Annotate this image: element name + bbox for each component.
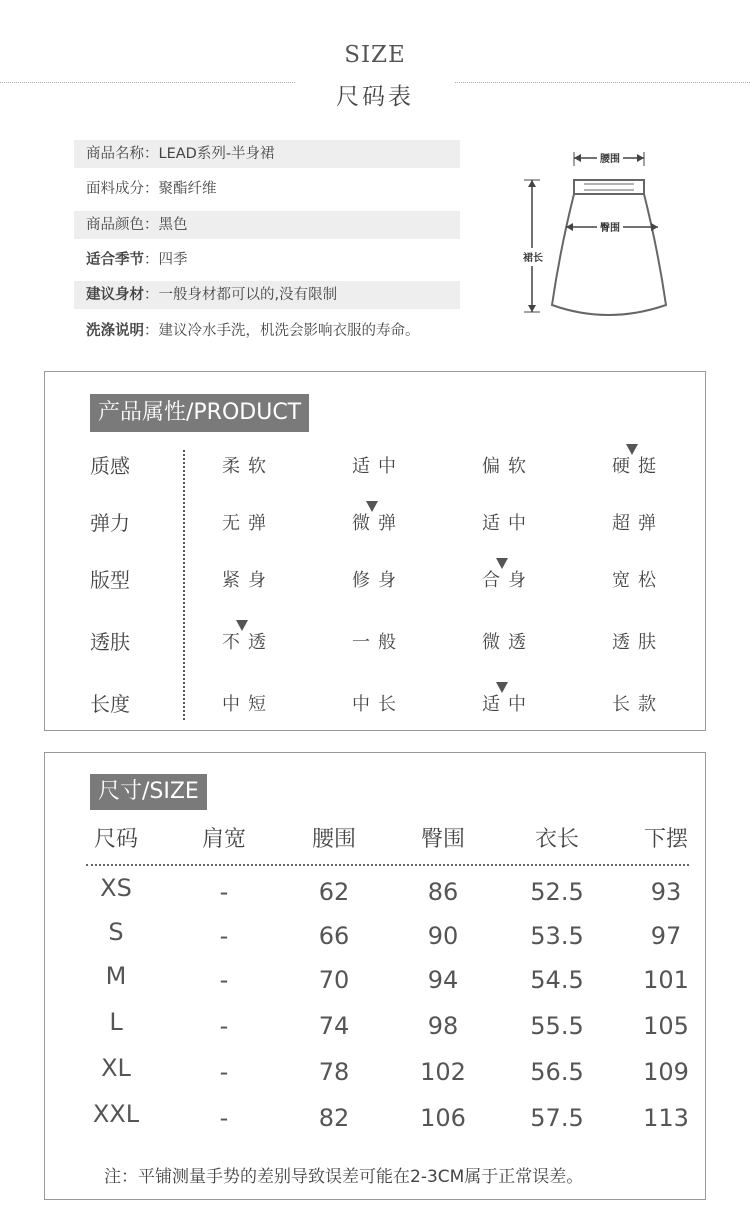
info-separator: ： — [144, 287, 159, 303]
table-cell: 66 — [318, 922, 350, 950]
info-row — [74, 175, 460, 203]
table-cell: 82 — [318, 1104, 350, 1132]
attribute-option: 中长 — [352, 694, 404, 715]
info-row — [74, 140, 460, 168]
attribute-option: 适中 — [482, 694, 534, 715]
info-key: 建议身材 — [86, 287, 144, 303]
attribute-option: 合身 — [482, 570, 534, 591]
size-table-title: 尺寸/SIZE — [90, 774, 207, 810]
table-cell: L — [109, 1008, 123, 1036]
info-key: 适合季节 — [86, 252, 144, 268]
table-cell: 54.5 — [530, 966, 584, 994]
attribute-label: 版型 — [90, 568, 130, 592]
table-cell: - — [219, 966, 229, 994]
info-value: 建议冷水手洗，机洗会影响衣服的寿命。 — [158, 323, 420, 339]
table-cell: - — [219, 922, 229, 950]
info-key: 面料成分 — [86, 181, 144, 197]
table-cell: 57.5 — [530, 1104, 584, 1132]
selected-marker-icon — [496, 682, 508, 693]
info-value: 黑色 — [158, 217, 188, 233]
info-separator: ： — [144, 146, 159, 162]
size-column-header: 臀围 — [420, 827, 465, 852]
table-cell: 90 — [427, 922, 459, 950]
size-column-header: 尺码 — [93, 827, 138, 852]
info-separator: ： — [144, 217, 159, 233]
table-cell: 62 — [318, 878, 350, 906]
table-cell: 97 — [650, 922, 682, 950]
attribute-option: 不透 — [222, 632, 274, 653]
attribute-label: 透肤 — [90, 630, 130, 654]
table-cell: 113 — [643, 1104, 689, 1132]
table-cell: - — [219, 1104, 229, 1132]
table-cell: 101 — [643, 966, 689, 994]
table-cell: XL — [101, 1054, 131, 1082]
table-cell: S — [108, 918, 124, 946]
attribute-label: 质感 — [90, 454, 130, 478]
table-cell: - — [219, 1012, 229, 1040]
table-cell: M — [105, 962, 127, 990]
info-key: 洗涤说明 — [86, 323, 144, 339]
attribute-label: 弹力 — [90, 511, 130, 535]
skirt-measurement-diagram — [508, 140, 698, 330]
table-cell: 74 — [318, 1012, 350, 1040]
product-attributes-title: 产品属性/PRODUCT — [90, 394, 309, 432]
page-title-en: SIZE — [344, 42, 406, 68]
attribute-option: 紧身 — [222, 570, 274, 591]
measurement-note: 注：平铺测量手势的差别导致误差可能在2-3CM属于正常误差。 — [104, 1167, 584, 1187]
selected-marker-icon — [236, 620, 248, 631]
table-cell: 94 — [427, 966, 459, 994]
page-title-cn: 尺码表 — [336, 84, 414, 110]
table-cell: 102 — [420, 1058, 466, 1086]
info-key: 商品颜色 — [86, 217, 144, 233]
table-cell: 56.5 — [530, 1058, 584, 1086]
size-column-header: 衣长 — [534, 827, 579, 852]
size-column-header: 腰围 — [311, 827, 356, 852]
diagram-hip-label: 臀围 — [600, 223, 620, 234]
table-cell: 70 — [318, 966, 350, 994]
info-separator: ： — [144, 252, 159, 268]
table-cell: 78 — [318, 1058, 350, 1086]
size-table-header-divider — [86, 864, 689, 866]
attribute-option: 超弹 — [612, 513, 664, 534]
attribute-option: 适中 — [482, 513, 534, 534]
attribute-label: 长度 — [90, 692, 130, 716]
attribute-option: 柔软 — [222, 456, 274, 477]
table-cell: 93 — [650, 878, 682, 906]
attribute-option: 偏软 — [482, 456, 534, 477]
attribute-option: 无弹 — [222, 513, 274, 534]
table-cell: XXL — [92, 1100, 140, 1128]
size-column-header: 下摆 — [643, 827, 688, 852]
info-key: 商品名称 — [86, 146, 144, 162]
info-row — [74, 317, 460, 345]
table-cell: 105 — [643, 1012, 689, 1040]
selected-marker-icon — [626, 444, 638, 455]
table-cell: 53.5 — [530, 922, 584, 950]
info-value: 一般身材都可以的,没有限制 — [158, 287, 338, 303]
info-separator: ： — [144, 181, 159, 197]
attribute-option: 适中 — [352, 456, 404, 477]
attribute-option: 长款 — [612, 694, 664, 715]
attribute-option: 透肤 — [612, 632, 664, 653]
selected-marker-icon — [496, 558, 508, 569]
table-cell: 106 — [420, 1104, 466, 1132]
attribute-option: 硬挺 — [612, 456, 664, 477]
attribute-option: 宽松 — [612, 570, 664, 591]
diagram-length-label: 裙长 — [523, 253, 543, 264]
attribute-option: 一般 — [352, 632, 404, 653]
table-cell: - — [219, 1058, 229, 1086]
info-row — [74, 211, 460, 239]
table-cell: - — [219, 878, 229, 906]
diagram-waist-label: 腰围 — [600, 154, 620, 165]
table-cell: 98 — [427, 1012, 459, 1040]
info-value: 聚酯纤维 — [158, 181, 217, 197]
attribute-option: 微弹 — [352, 513, 404, 534]
info-row — [74, 246, 460, 274]
table-cell: 86 — [427, 878, 459, 906]
table-cell: 52.5 — [530, 878, 584, 906]
attribute-option: 中短 — [222, 694, 274, 715]
selected-marker-icon — [366, 501, 378, 512]
info-row — [74, 281, 460, 309]
attributes-divider — [183, 450, 185, 720]
table-cell: XS — [100, 874, 132, 902]
info-value: 四季 — [158, 252, 188, 268]
table-cell: 109 — [643, 1058, 689, 1086]
info-value: LEAD系列-半身裙 — [158, 146, 275, 162]
attribute-option: 修身 — [352, 570, 404, 591]
info-separator: ： — [144, 323, 159, 339]
size-column-header: 肩宽 — [201, 827, 246, 852]
table-cell: 55.5 — [530, 1012, 584, 1040]
attribute-option: 微透 — [482, 632, 534, 653]
